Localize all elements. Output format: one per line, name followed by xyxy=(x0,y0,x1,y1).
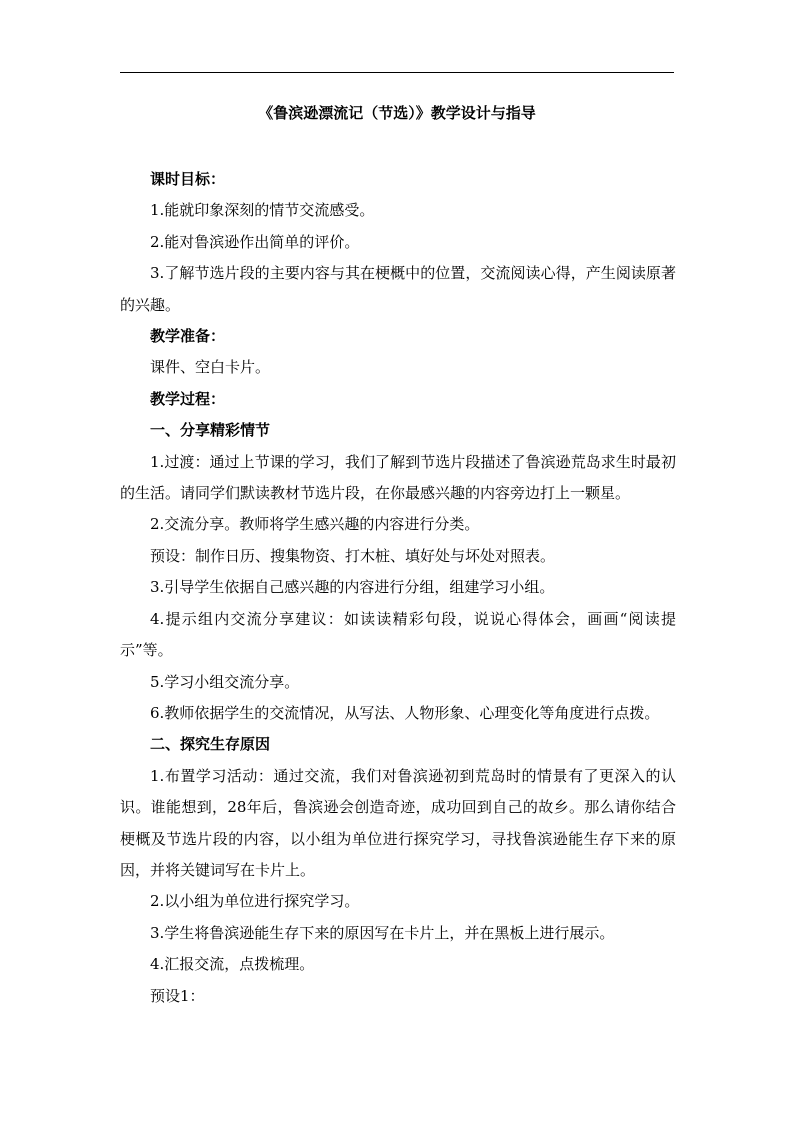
paragraph: 1.能就印象深刻的情节交流感受。 xyxy=(150,201,375,220)
paragraph: 2.能对鲁滨逊作出简单的评价。 xyxy=(150,232,360,251)
section-heading: 课时目标： xyxy=(150,170,226,188)
document-title: 《鲁滨逊漂流记（节选）》教学设计与指导 xyxy=(258,104,536,122)
paragraph: 4.提示组内交流分享建议：如读读精彩句段，说说心得体会，画画“阅读提示”等。 xyxy=(120,609,676,660)
section-heading: 教学过程： xyxy=(150,389,226,408)
paragraph: 5.学习小组交流分享。 xyxy=(150,672,300,691)
document-body xyxy=(120,164,676,1012)
paragraph: 课件、空白卡片。 xyxy=(150,358,271,377)
paragraph: 1.布置学习活动：通过交流，我们对鲁滨逊初到荒岛时的情景有了更深入的认识。谁能想到，28年后，鲁滨逊会创造奇迹，成功回到自己的故乡。那么请你结合梗概及节选片段的内容，以小组为单位进行探究学习，寻找鲁滨逊能生存下来的原因，并将关键词写在卡片上。 xyxy=(120,766,676,879)
header-rule xyxy=(120,72,674,73)
paragraph: 3.引导学生依据自己感兴趣的内容进行分组，组建学习小组。 xyxy=(150,578,555,597)
paragraph: 3.学生将鲁滨逊能生存下来的原因写在卡片上，并在黑板上进行展示。 xyxy=(150,923,615,942)
paragraph: 2.以小组为单位进行探究学习。 xyxy=(150,892,360,911)
section-heading: 教学准备： xyxy=(150,327,226,346)
paragraph: 1.过渡：通过上节课的学习，我们了解到节选片段描述了鲁滨逊荒岛求生时最初的生活。请同学们默读教材节选片段，在你最感兴趣的内容旁边打上一颗星。 xyxy=(120,452,676,503)
paragraph: 2.交流分享。教师将学生感兴趣的内容进行分类。 xyxy=(150,515,480,534)
paragraph: 3.了解节选片段的主要内容与其在梗概中的位置，交流阅读心得，产生阅读原著的兴趣。 xyxy=(120,264,676,314)
section-heading: 二、探究生存原因 xyxy=(150,735,271,754)
paragraph: 预设1： xyxy=(150,986,205,1005)
paragraph: 6.教师依据学生的交流情况，从写法、人物形象、心理变化等角度进行点拨。 xyxy=(150,703,660,722)
paragraph: 预设：制作日历、搜集物资、打木桩、填好处与坏处对照表。 xyxy=(150,546,556,565)
paragraph: 4.汇报交流，点拨梳理。 xyxy=(150,955,315,974)
section-heading: 一、分享精彩情节 xyxy=(150,421,271,440)
